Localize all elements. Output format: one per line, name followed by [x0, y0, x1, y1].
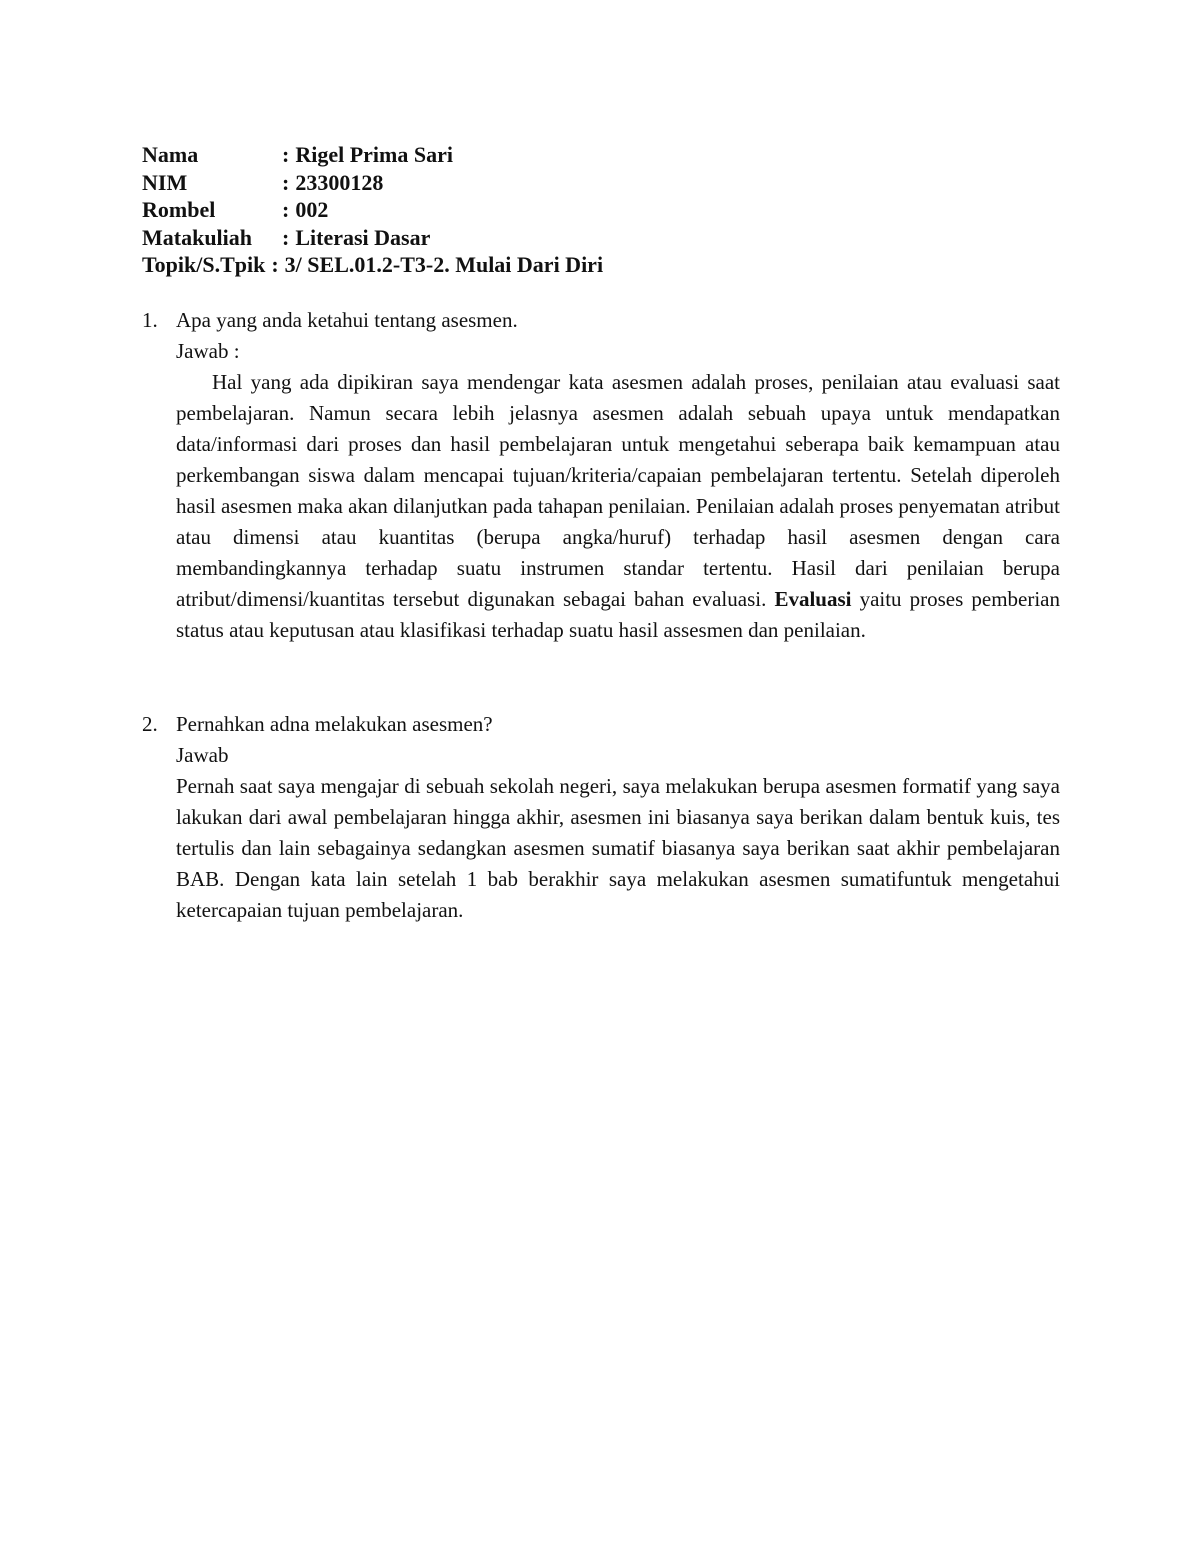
info-label: NIM [142, 169, 188, 195]
info-row-rombel [142, 196, 603, 224]
info-row-nama [142, 141, 603, 169]
info-label: Matakuliah [142, 224, 253, 250]
question-text: Pernahkan adna melakukan asesmen? [176, 712, 493, 736]
student-info-header [142, 141, 603, 279]
info-value: 3/ SEL.01.2-T3-2. Mulai Dari Diri [284, 252, 604, 277]
info-separator: : [282, 197, 290, 222]
info-separator: : [282, 169, 290, 195]
answer-text-part2: yaitu proses pemberian status atau keputusan atau klasifikasi terhadap suatu hasil assesmen dan penilaian. [176, 587, 1061, 642]
answer-paragraph [176, 367, 1060, 646]
info-label: Topik/S.Tpik [142, 252, 266, 277]
info-label: Rombel [142, 197, 216, 222]
info-value: Rigel Prima Sari [295, 142, 453, 167]
info-row-topik [142, 251, 603, 279]
info-row-nim [142, 169, 603, 197]
question-text: Apa yang anda ketahui tentang asesmen. [176, 308, 518, 332]
answer-label: Jawab [176, 743, 229, 767]
info-separator: : [282, 224, 290, 250]
info-row-matakuliah [142, 224, 603, 252]
question-number: 2. [142, 712, 158, 736]
info-separator: : [282, 142, 290, 167]
info-label: Nama [142, 142, 199, 167]
info-value: 002 [295, 197, 329, 222]
info-separator: : [271, 252, 279, 277]
question-line [142, 305, 1060, 336]
answer-text-part1: Hal yang ada dipikiran saya mendengar kata asesmen adalah proses, penilaian atau evaluasi saat pembelajaran. Namun secara lebih jelasnya asesmen adalah sebuah upaya untuk mendapatkan data/informasi dari proses dan hasil pembelajaran untuk mengetahui seberapa baik kemampuan atau perkembangan siswa dalam mencapai tujuan/kriteria/capaian pembelajaran tertentu. Setelah diperoleh hasil asesmen maka akan dilanjutkan pada tahapan penilaian. Penilaian adalah proses penyematan atribut atau dimensi atau kuantitas (berupa angka/huruf) terhadap hasil asesmen dengan cara membandingkannya terhadap suatu instrumen standar tertentu. Hasil dari penilaian berupa atribut/dimensi/kuantitas tersebut digunakan sebagai bahan evaluasi. [176, 370, 1060, 611]
question-number: 1. [142, 308, 158, 332]
info-value: 23300128 [295, 169, 384, 195]
answer-bold-term: Evaluasi [774, 587, 852, 611]
answer-label: Jawab : [176, 339, 240, 363]
info-value: Literasi Dasar [295, 224, 431, 250]
question-1-block [142, 305, 1060, 646]
answer-paragraph: Pernah saat saya mengajar di sebuah sekolah negeri, saya melakukan berupa asesmen formatif yang saya lakukan dari awal pembelajaran hingga akhir, asesmen ini biasanya saya berikan dalam bentuk kuis, tes tertulis dan lain sebagainya sedangkan asesmen sumatif biasanya saya berikan saat akhir pembelajaran BAB. Dengan kata lain setelah 1 bab berakhir saya melakukan asesmen sumatifuntuk mengetahui ketercapaian tujuan pembelajaran. [176, 774, 1060, 922]
question-2-block [142, 709, 1060, 926]
question-line [142, 709, 1060, 740]
